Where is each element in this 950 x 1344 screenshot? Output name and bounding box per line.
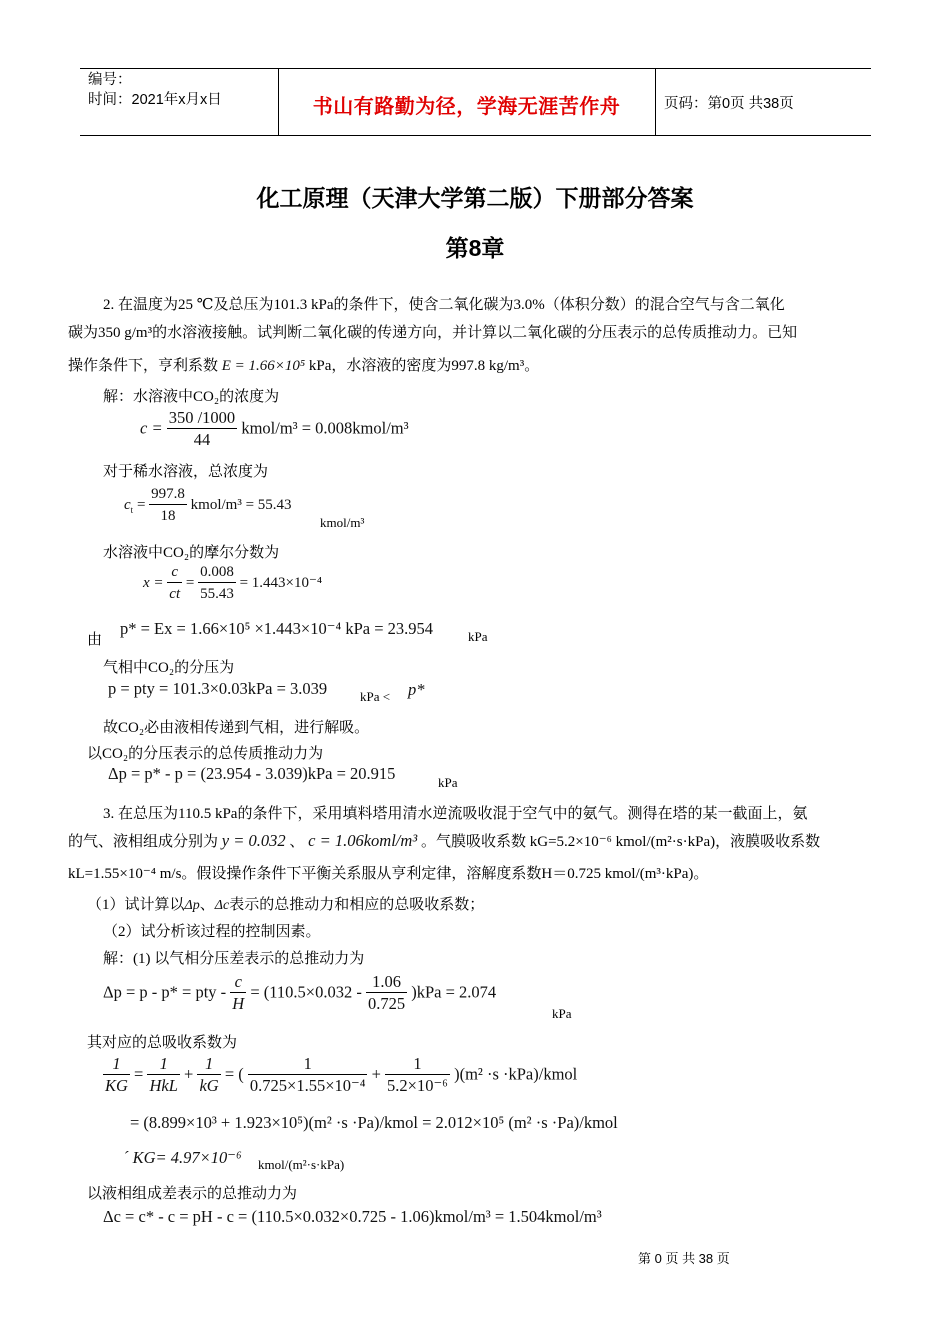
- formula-x-eq: =: [185, 574, 195, 591]
- motto: 书山有路勤为径，学海无涯苦作舟: [312, 96, 621, 118]
- p3-sol2: 其对应的总吸收系数为: [87, 1035, 238, 1051]
- formula-kg-line3: ´ KG= 4.97×10⁻⁶: [123, 1148, 242, 1167]
- p3-line1: 3. 在总压为110.5 kPa的条件下，采用填料塔用清水逆流吸收混于空气中的氨气。测得在塔的某一截面上，氨: [103, 806, 808, 822]
- p2-sol3: 水溶液中CO₂的摩尔分数为: [103, 545, 280, 561]
- formula-x-rhs: = 1.443×10⁻⁴: [239, 574, 323, 591]
- formula-kg-num4: 1: [248, 1054, 368, 1075]
- formula-kg: [103, 1054, 577, 1097]
- formula-kg-frac-1: [103, 1054, 130, 1097]
- formula-kg-num1: 1: [103, 1054, 130, 1075]
- p2-line3-unit: kPa，水溶液的密度为997.8 kg/m³。: [308, 358, 540, 374]
- formula-kg-frac-2: [147, 1054, 179, 1097]
- formula-ct-lhs: c: [124, 496, 131, 513]
- symbol-dc: Δc: [214, 898, 230, 913]
- formula-kg-den4: 0.725×1.55×10⁻⁴: [249, 1076, 366, 1095]
- p2-sol5: 气相中CO₂的分压为: [103, 660, 235, 676]
- formula-kg-tail: )(m² ·s ·kPa)/kmol: [454, 1064, 578, 1084]
- formula-ct-sub: t: [130, 504, 134, 515]
- formula-dp3-lhs: Δp = p - p* = pty -: [103, 982, 227, 1002]
- time-label: 时间：2021年x月x日: [88, 92, 222, 108]
- formula-c-fraction: [167, 408, 237, 451]
- formula-x-fraction-1: [167, 562, 182, 605]
- formula-kg-line3-unit: kmol/(m²·s·kPa): [258, 1157, 345, 1172]
- formula-kg-eq2: = (: [224, 1064, 244, 1084]
- henry-coefficient: E = 1.66×10⁵: [221, 358, 306, 374]
- p3-sol3: 以液相组成差表示的总推动力为: [87, 1186, 298, 1202]
- formula-ct-den: 18: [160, 508, 176, 524]
- formula-ct-num: 997.8: [149, 484, 187, 505]
- header-top-rule: [80, 68, 871, 69]
- formula-dc: Δc = c* - c = pH - c = (110.5×0.032×0.725 - 1.06)kmol/m³ = 1.504kmol/m³: [103, 1207, 602, 1226]
- formula-kg-den5: 5.2×10⁻⁶: [387, 1076, 448, 1095]
- formula-x-den2: 55.43: [200, 586, 234, 602]
- p2-line3-text: 操作条件下，亨利系数: [68, 358, 219, 374]
- page-info: 页码：第0页 共38页: [664, 96, 794, 112]
- formula-dp3: [103, 972, 496, 1015]
- formula-x-den1: ct: [169, 586, 181, 602]
- p3-line3: kL=1.55×10⁻⁴ m/s。假设操作条件下平衡关系服从亨利定律，溶解度系数H＝0.725 kmol/(m³·kPa)。: [68, 866, 709, 882]
- formula-kg-den2: HkL: [149, 1076, 178, 1095]
- formula-dp: Δp = p* - p = (23.954 - 3.039)kPa = 20.915: [108, 764, 396, 783]
- p3-line2-sep: 、: [289, 834, 305, 850]
- formula-dp3-mid: = (110.5×0.032 -: [250, 982, 362, 1002]
- formula-kg-num2: 1: [147, 1054, 179, 1075]
- p2-sol7: 以CO₂的分压表示的总传质推动力为: [87, 746, 324, 762]
- document-title: 化工原理（天津大学第二版）下册部分答案: [256, 185, 694, 211]
- formula-kg-plus2: +: [371, 1064, 381, 1084]
- formula-dp3-fraction-1: [230, 972, 246, 1015]
- header-divider-2: [655, 68, 656, 135]
- formula-kg-num5: 1: [385, 1054, 450, 1075]
- p2-sol4: 由: [87, 632, 103, 648]
- formula-ct-unit: kmol/m³: [320, 515, 365, 530]
- formula-ct-eq: =: [133, 496, 146, 513]
- p3-q1: [87, 893, 484, 914]
- p2-sol1: 解：水溶液中CO₂的浓度为: [103, 389, 280, 405]
- symbol-dp: Δp: [184, 898, 200, 913]
- p3-q1-text: （1）试计算以: [87, 897, 185, 913]
- formula-kg-den3: kG: [199, 1076, 219, 1095]
- formula-kg-frac-5: [385, 1054, 450, 1097]
- formula-dp3-den2: 0.725: [367, 994, 406, 1013]
- serial-label: 编号：: [88, 72, 132, 88]
- formula-dp3-unit: kPa: [552, 1006, 572, 1021]
- formula-pstar: p* = Ex = 1.66×10⁵ ×1.443×10⁻⁴ kPa = 23.954: [120, 619, 434, 638]
- p2-line2: 碳为350 g/m³的水溶液接触。试判断二氧化碳的传递方向，并计算以二氧化碳的分压表示的总传质推动力。已知: [68, 325, 798, 341]
- formula-x-num1: c: [167, 562, 182, 583]
- formula-x-num2: 0.008: [198, 562, 236, 583]
- p3-q1-sep: 、: [199, 897, 215, 913]
- formula-p: p = pty = 101.3×0.03kPa = 3.039: [108, 679, 328, 698]
- formula-c-den: 44: [193, 430, 211, 449]
- p2-line3: [68, 354, 539, 375]
- formula-c-lhs: c =: [140, 418, 163, 438]
- formula-ct-rhs: kmol/m³ = 55.43: [190, 496, 292, 513]
- gas-composition: y = 0.032: [221, 831, 286, 850]
- formula-pstar-unit: kPa: [468, 629, 488, 644]
- formula-kg-eq1: =: [134, 1064, 144, 1084]
- formula-c: [140, 408, 409, 451]
- p2-line1: 2. 在温度为25 ℃及总压为101.3 kPa的条件下，使含二氧化碳为3.0%（体积分数）的混合空气与含二氧化: [103, 297, 785, 313]
- p2-sol6: 故CO₂必由液相传递到气相，进行解吸。: [103, 720, 370, 736]
- formula-c-num: 350 /1000: [168, 408, 236, 427]
- formula-dp3-num: c: [230, 972, 246, 993]
- formula-kg-frac-3: [197, 1054, 220, 1097]
- footer-page-number: 第 0 页 共 38 页: [638, 1251, 730, 1266]
- formula-x-lhs: x =: [143, 574, 164, 591]
- header-bottom-rule: [80, 135, 871, 136]
- formula-x: [143, 562, 322, 605]
- p3-line2-text: 的气、液相组成分别为: [68, 834, 219, 850]
- formula-kg-line2: = (8.899×10³ + 1.923×10⁵)(m² ·s ·Pa)/kmol = 2.012×10⁵ (m² ·s ·Pa)/kmol: [130, 1113, 618, 1132]
- liquid-composition: c = 1.06koml/m³: [308, 831, 418, 850]
- formula-p-compare: p*: [408, 680, 425, 699]
- formula-dp3-den: H: [232, 994, 245, 1013]
- p3-line2-tail: 。气膜吸收系数 kG=5.2×10⁻⁶ kmol/(m²·s·kPa)，液膜吸收系数: [420, 834, 821, 850]
- formula-ct: [124, 484, 292, 527]
- p3-line2: [68, 830, 820, 851]
- formula-dp-unit: kPa: [438, 775, 458, 790]
- chapter-title: 第8章: [445, 235, 505, 261]
- formula-ct-fraction: [149, 484, 187, 527]
- formula-dp3-fraction-2: [366, 972, 407, 1015]
- formula-kg-den1: KG: [105, 1076, 128, 1095]
- formula-p-unit: kPa <: [360, 689, 391, 704]
- formula-kg-frac-4: [248, 1054, 368, 1097]
- p3-q2: （2）试分析该过程的控制因素。: [103, 924, 321, 940]
- p3-q1-tail: 表示的总推动力和相应的总吸收系数；: [229, 897, 485, 913]
- p3-sol1: 解：(1) 以气相分压差表示的总推动力为: [103, 951, 365, 967]
- formula-dp3-num2: 1.06: [366, 972, 407, 993]
- formula-c-rhs: kmol/m³ = 0.008kmol/m³: [241, 418, 409, 438]
- formula-kg-plus1: +: [184, 1064, 194, 1084]
- p2-sol2: 对于稀水溶液，总浓度为: [103, 464, 269, 480]
- formula-dp3-rhs: )kPa = 2.074: [411, 982, 497, 1002]
- formula-kg-num3: 1: [197, 1054, 220, 1075]
- formula-x-fraction-2: [198, 562, 236, 605]
